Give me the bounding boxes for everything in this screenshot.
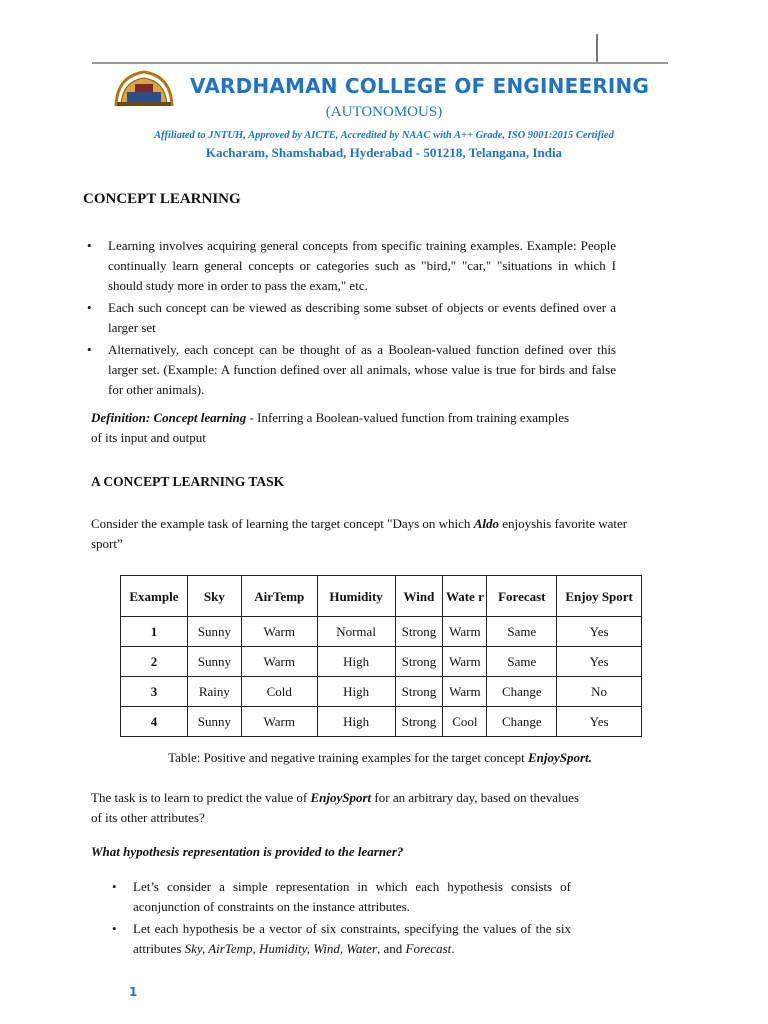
table-cell: 3 bbox=[121, 677, 188, 707]
table-caption bbox=[0, 750, 760, 766]
attribute-list: Sky, AirTemp, Humidity, Wind, Water bbox=[184, 941, 377, 956]
table-cell: Rainy bbox=[187, 677, 241, 707]
college-address: Kacharam, Shamshabad, Hyderabad - 501218, Telangana, India bbox=[205, 145, 563, 160]
table-cell: Yes bbox=[557, 617, 642, 647]
table-cell: Normal bbox=[317, 617, 395, 647]
table-row bbox=[121, 617, 642, 647]
caption-text: Table: Positive and negative training examples for the target concept bbox=[168, 750, 528, 765]
intro-name: Aldo bbox=[473, 516, 499, 531]
list-item: • Each such concept can be viewed as describing some subset of objects or events defined over a larger set bbox=[108, 298, 616, 338]
list-item bbox=[133, 919, 571, 959]
table-cell: Same bbox=[487, 647, 557, 677]
table-cell: No bbox=[557, 677, 642, 707]
hypothesis-bullets bbox=[133, 877, 571, 961]
college-logo-icon bbox=[113, 68, 175, 108]
table-cell: 4 bbox=[121, 707, 188, 737]
list-item: • Learning involves acquiring general concepts from specific training examples. Example: People continually learn general concepts or categories such as "bird," "car," "situations in which I should study more in order to pass the exam," etc. bbox=[108, 236, 616, 296]
header-cell: Wind bbox=[395, 576, 443, 617]
list-item: • Alternatively, each concept can be thought of as a Boolean-valued function defined over this larger set. (Example: A function defined over all animals, whose value is true for birds and false for other animals). bbox=[108, 340, 616, 400]
hypothesis-text: Let each hypothesis be a vector of six constraints, specifying the values of the six attributes bbox=[133, 921, 571, 956]
header-cell: Humidity bbox=[317, 576, 395, 617]
table-cell: Sunny bbox=[187, 617, 241, 647]
period-text: . bbox=[451, 941, 455, 956]
table-cell: Warm bbox=[443, 677, 487, 707]
intro-text: Consider the example task of learning the target concept "Days on which bbox=[91, 516, 474, 531]
table-cell: Warm bbox=[241, 707, 317, 737]
page-number: 1 bbox=[129, 985, 138, 999]
hypothesis-question: What hypothesis representation is provided to the learner? bbox=[91, 844, 404, 859]
task-text-end: for an arbitrary day, based on thevalues of its other attributes? bbox=[91, 790, 579, 825]
caption-term: EnjoySport. bbox=[527, 750, 592, 765]
table-cell: Warm bbox=[241, 647, 317, 677]
definition-text: - Inferring a Boolean-valued function from training examples of its input and output bbox=[91, 410, 570, 445]
table-cell: Yes bbox=[557, 707, 642, 737]
table-cell: Sunny bbox=[187, 647, 241, 677]
training-examples-table bbox=[120, 575, 642, 737]
table-cell: Change bbox=[487, 677, 557, 707]
table-cell: Yes bbox=[557, 647, 642, 677]
header-cell: Sky bbox=[187, 576, 241, 617]
table-cell: Sunny bbox=[187, 707, 241, 737]
table-cell: High bbox=[317, 677, 395, 707]
college-name: VARDHAMAN COLLEGE OF ENGINEERING bbox=[190, 74, 650, 98]
table-cell: Strong bbox=[395, 707, 443, 737]
concept-bullets bbox=[108, 236, 616, 402]
table-cell: Cold bbox=[241, 677, 317, 707]
table-cell: Strong bbox=[395, 647, 443, 677]
header-cell: Wate r bbox=[443, 576, 487, 617]
header-cell: Enjoy Sport bbox=[557, 576, 642, 617]
table-cell: Same bbox=[487, 617, 557, 647]
table-row bbox=[121, 707, 642, 737]
list-item: • Let’s consider a simple representation in which each hypothesis consists of aconjunction of constraints on the instance attributes. bbox=[133, 877, 571, 917]
table-cell: Warm bbox=[443, 647, 487, 677]
intro-text-end: enjoyshis favorite water sport” bbox=[91, 516, 628, 551]
table-cell: 2 bbox=[121, 647, 188, 677]
task-term: EnjoySport bbox=[310, 790, 372, 805]
table-row bbox=[121, 647, 642, 677]
affiliation-line: Affiliated to JNTUH, Approved by AICTE, Accredited by NAAC with A++ Grade, ISO 9001:2015 Certified bbox=[154, 130, 614, 141]
autonomous-label: (AUTONOMOUS) bbox=[325, 104, 443, 120]
header-rule bbox=[92, 62, 668, 64]
table-row bbox=[121, 677, 642, 707]
section-title-concept-learning: CONCEPT LEARNING bbox=[83, 191, 241, 207]
header-cell: Forecast bbox=[487, 576, 557, 617]
table-cell: Strong bbox=[395, 677, 443, 707]
table-cell: Change bbox=[487, 707, 557, 737]
task-paragraph bbox=[91, 788, 591, 828]
table-cell: High bbox=[317, 647, 395, 677]
table-header-row bbox=[121, 576, 642, 617]
task-intro-paragraph bbox=[91, 514, 631, 554]
table-cell: Warm bbox=[241, 617, 317, 647]
table-cell: Cool bbox=[443, 707, 487, 737]
section-title-task: A CONCEPT LEARNING TASK bbox=[91, 474, 285, 489]
definition-paragraph bbox=[91, 408, 571, 448]
header-cell: Example bbox=[121, 576, 188, 617]
table-cell: Warm bbox=[443, 617, 487, 647]
table-cell: High bbox=[317, 707, 395, 737]
definition-term: Definition: Concept learning bbox=[91, 410, 247, 425]
table-cell: Strong bbox=[395, 617, 443, 647]
and-text: , and bbox=[377, 941, 406, 956]
table-cell: 1 bbox=[121, 617, 188, 647]
header-cell: AirTemp bbox=[241, 576, 317, 617]
task-text: The task is to learn to predict the value of bbox=[91, 790, 311, 805]
attribute-last: Forecast bbox=[405, 941, 452, 956]
header-tick bbox=[596, 34, 598, 62]
